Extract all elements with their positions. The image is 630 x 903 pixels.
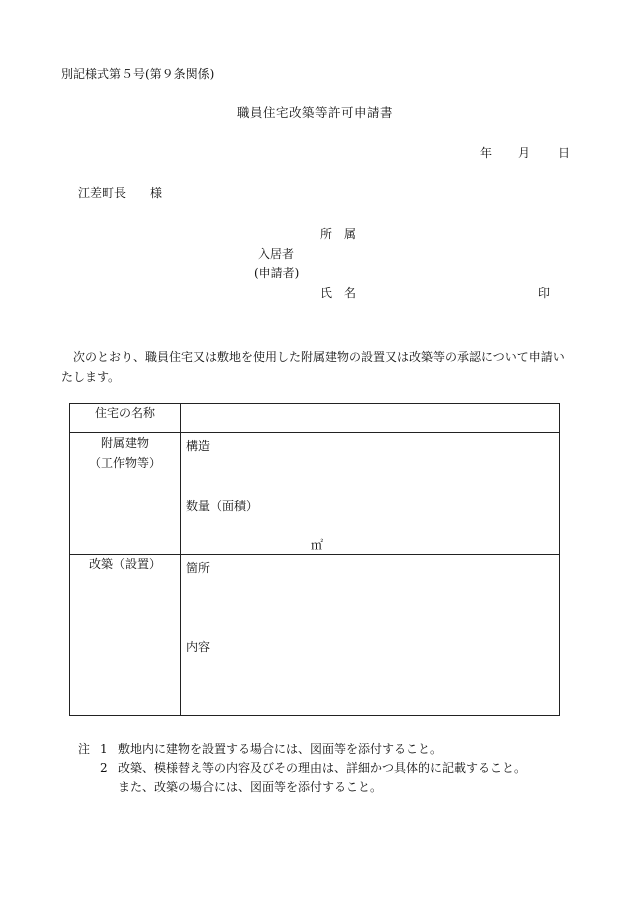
- seal-mark: 印: [538, 286, 551, 300]
- location-label: 箇所: [186, 561, 211, 575]
- date-year-label: 年: [480, 146, 493, 160]
- applicant-label: (申請者): [254, 266, 300, 280]
- area-unit: ㎡: [311, 538, 324, 552]
- annex-field[interactable]: [181, 433, 560, 555]
- quantity-label: 数量（面積）: [186, 499, 259, 513]
- annex-sublabel: （工作物等）: [88, 456, 161, 470]
- document-title: 職員住宅改築等許可申請書: [236, 105, 393, 120]
- date-day-label: 日: [558, 146, 571, 160]
- content-label: 内容: [186, 640, 211, 654]
- note-2-continuation: [78, 778, 526, 797]
- annex-label: 附属建物: [100, 436, 149, 450]
- table-row-annex: [70, 433, 560, 555]
- application-statement: 次のとおり、職員住宅又は敷地を使用した附属建物の設置又は改築等の承認について申請いたします。: [61, 350, 565, 384]
- addressee: 江差町長 様: [78, 186, 163, 200]
- house-name-field[interactable]: [181, 404, 560, 433]
- notes: [78, 740, 526, 797]
- date-month-label: 月: [518, 146, 531, 160]
- resident-label: 入居者: [258, 247, 295, 261]
- name-label: 氏 名: [320, 286, 357, 300]
- affiliation-label: 所 属: [320, 227, 357, 241]
- renovation-label: 改築（設置）: [70, 555, 181, 716]
- table-row-house-name: [70, 404, 560, 433]
- note-prefix: 注: [78, 742, 91, 756]
- renovation-field[interactable]: [181, 555, 560, 716]
- table-row-renovation: [70, 555, 560, 716]
- note-1: [78, 740, 526, 759]
- annex-label-cell: [70, 433, 181, 555]
- form-number: 別記様式第５号(第９条関係): [61, 67, 215, 81]
- note-1-text: 敷地内に建物を設置する場合には、図面等を添付すること。: [118, 742, 443, 756]
- structure-label: 構造: [186, 439, 211, 453]
- note-2-number: 2: [100, 761, 108, 775]
- note-2: [78, 759, 526, 778]
- date-line: [480, 146, 570, 160]
- note-2-text-cont: また、改築の場合には、図面等を添付すること。: [118, 780, 383, 794]
- application-table: [69, 403, 560, 716]
- note-1-number: 1: [100, 742, 108, 756]
- house-name-label: 住宅の名称: [70, 404, 181, 433]
- note-2-text: 改築、模様替え等の内容及びその理由は、詳細かつ具体的に記載すること。: [118, 761, 527, 775]
